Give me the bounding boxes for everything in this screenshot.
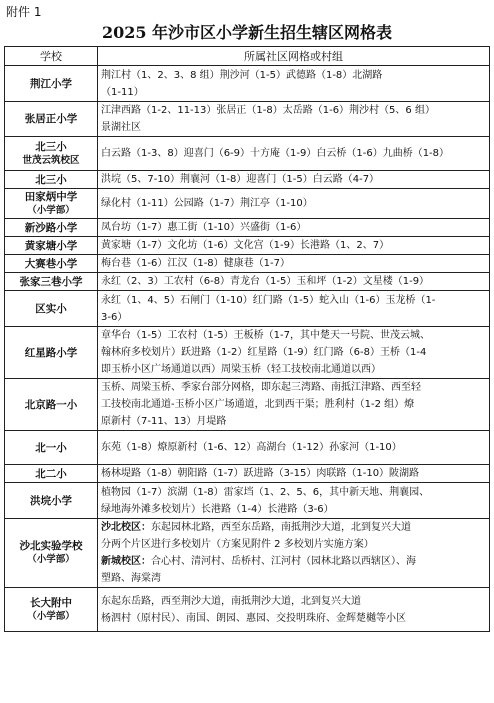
school-name: 区实小 (35, 302, 67, 315)
area-cell (98, 137, 490, 171)
school-name: 田家炳中学 (24, 190, 78, 203)
area-text-line: 东起东岳路，西至荆沙大道，南抵荆沙大道，北到复兴大道 (101, 595, 361, 607)
table-row (5, 273, 490, 291)
area-text-line: 梅台巷（1-6）江汉（1-8）健康巷（1-7） (101, 258, 290, 269)
area-text-line: 塑路、海棠湾 (101, 573, 161, 584)
table-row (5, 588, 490, 632)
school-name: 北三小 (35, 140, 67, 153)
school-name: 张家三巷小学 (19, 275, 83, 288)
area-text-line: 植物园（1-7）滨湖（1-8）雷家垱（1、2、5、6，其中新天地、荆襄园、 (101, 486, 430, 498)
school-name: 北一小 (35, 441, 67, 454)
document-title: 2025 年沙市区小学新生招生辖区网格表 (101, 23, 393, 42)
table-row (5, 137, 490, 171)
area-text-line: 绿化村（1-11）公园路（1-7）荆江亭（1-10） (101, 198, 313, 209)
area-cell (98, 255, 490, 273)
table-header-row (5, 47, 490, 66)
school-name: （小学部） (27, 554, 75, 565)
school-name: 张居正小学 (24, 113, 78, 125)
area-text-line: 黄家塘（1-7）文化坊（1-6）文化宫（1-9）长港路（1、2、7） (101, 240, 390, 251)
table-row (5, 327, 490, 379)
table-row (5, 465, 490, 483)
area-text-line: 杨泗村（原村民）、南国、朗园、惠园、交投明珠府、金辉楚樾等小区 (101, 612, 406, 624)
table-row (5, 483, 490, 519)
area-text-line: 原新村（7-11、13）月堤路 (101, 416, 227, 427)
school-name-cell (5, 102, 98, 137)
table-row (5, 102, 490, 137)
school-name: 长大附中 (30, 596, 72, 609)
school-name: 黄家塘小学 (24, 239, 78, 252)
area-text-line: 翰林府多校划片）跃进路（1-2）红星路（1-9）红门路（6-8）王桥（1-4 (101, 347, 427, 358)
school-name-cell (5, 327, 98, 379)
school-name: 沙北实验学校 (19, 540, 83, 552)
table-row (5, 237, 490, 255)
area-cell (98, 431, 490, 465)
table-row (5, 219, 490, 237)
table-row (5, 291, 490, 327)
area-text-line: 玉桥、周梁玉桥、季家台部分网格，即东起三湾路、南抵江津路、西至轻 (101, 382, 421, 393)
area-cell (98, 465, 490, 483)
school-name-cell (5, 237, 98, 255)
area-text-line: 章华台（1-5）工农村（1-5）王板桥（1-7，其中楚天一号院、世茂云城、 (101, 330, 430, 341)
area-text-line: 沙北校区：东起园林北路，西至东岳路，南抵荆沙大道，北到复兴大道 (101, 522, 411, 533)
area-cell (98, 102, 490, 137)
area-text-line: 江津西路（1-2、11-13）张居正（1-8）太岳路（1-6）荆沙村（5、6 组） (101, 105, 435, 116)
area-text-line: 东苑（1-8）燎原新村（1-6、12）高湖台（1-12）孙家河（1-10） (101, 442, 402, 453)
school-name-cell (5, 588, 98, 632)
campus-tag: 沙北校区： (101, 522, 151, 533)
area-text-line: 永红（1、4、5）石闸门（1-10）红门路（1-5）蛇入山（1-6）玉龙桥（1- (101, 294, 436, 306)
school-name-cell (5, 219, 98, 237)
school-name: （小学部） (27, 204, 75, 216)
area-cell (98, 483, 490, 519)
area-cell (98, 519, 490, 588)
area-cell (98, 273, 490, 291)
area-text-line: 杨林堤路（1-8）朝阳路（1-7）跃进路（3-15）肉联路（1-10）陂湖路 (101, 468, 420, 479)
table-row (5, 189, 490, 219)
school-name: 北京路一小 (24, 398, 78, 411)
area-cell (98, 588, 490, 632)
area-text-line: 白云路（1-3、8）迎喜门（6-9）十方庵（1-9）白云桥（1-6）九曲桥（1-8） (101, 148, 450, 159)
school-name-cell (5, 291, 98, 327)
school-name: 红星路小学 (24, 346, 78, 359)
school-name-cell (5, 66, 98, 102)
school-name: （小学部） (27, 610, 75, 622)
school-name: 大赛巷小学 (24, 257, 78, 270)
area-text-line: 荆江村（1、2、3、8 组）荆沙河（1-5）武德路（1-8）北湖路 (101, 69, 383, 81)
school-name: 荆江小学 (30, 77, 72, 90)
campus-tag: 新城校区： (101, 556, 151, 567)
area-text-line: 新城校区：合心村、清河村、岳桥村、江河村（园林北路以西辖区）、海 (101, 556, 416, 567)
table-body (5, 66, 490, 632)
school-name: 北三小 (35, 173, 67, 186)
district-grid-table (4, 46, 490, 632)
area-cell (98, 237, 490, 255)
school-column-header: 学校 (5, 47, 98, 66)
table-row (5, 431, 490, 465)
area-text-line: （1-11） (101, 86, 144, 98)
school-name-cell (5, 519, 98, 588)
table-row (5, 379, 490, 431)
school-name-cell (5, 273, 98, 291)
area-text-line: 洪垸（5、7-10）荆襄河（1-8）迎喜门（1-5）白云路（4-7） (101, 174, 380, 185)
area-cell (98, 189, 490, 219)
area-cell (98, 219, 490, 237)
area-text-line: 永红（2、3）工农村（6-8）青龙台（1-5）玉和坪（1-2）文星楼（1-9） (101, 276, 430, 287)
school-name: 世茂云筑校区 (22, 154, 80, 166)
table-row (5, 66, 490, 102)
school-name-cell (5, 379, 98, 431)
area-cell (98, 66, 490, 102)
area-text-line: 工技校南北通道-玉桥小区广场通道，北到西干渠；胜利村（1-2 组）燎 (101, 399, 415, 410)
school-name-cell (5, 483, 98, 519)
attachment-label: 附件 1 (6, 5, 42, 19)
area-column-header: 所属社区网格或村组 (98, 47, 490, 66)
school-name-cell (5, 431, 98, 465)
table-row (5, 171, 490, 189)
school-name-cell (5, 465, 98, 483)
area-text-line: 绿地海外滩多校划片）长港路（1-4）长港路（3-6） (101, 503, 334, 515)
area-cell (98, 171, 490, 189)
school-name-cell (5, 189, 98, 219)
school-name: 新沙路小学 (24, 221, 78, 234)
area-text-line: 3-6） (101, 311, 128, 323)
school-name-cell (5, 171, 98, 189)
table-row (5, 255, 490, 273)
area-text-line: 凤台坊（1-7）惠工街（1-10）兴盛街（1-6） (101, 222, 307, 233)
school-name-cell (5, 137, 98, 171)
school-name-cell (5, 255, 98, 273)
area-cell (98, 327, 490, 379)
area-text-line: 分两个片区进行多校划片（方案见附件 2 多校划片实施方案） (101, 539, 374, 550)
school-name: 北二小 (35, 467, 67, 480)
area-cell (98, 379, 490, 431)
table-row (5, 519, 490, 588)
area-text-line: 景湖社区 (101, 122, 141, 133)
area-text-line: 即玉桥小区广场通道以西）周梁玉桥（轻工技校南北通道以西） (101, 364, 381, 375)
area-cell (98, 291, 490, 327)
school-name: 洪垸小学 (30, 494, 72, 507)
